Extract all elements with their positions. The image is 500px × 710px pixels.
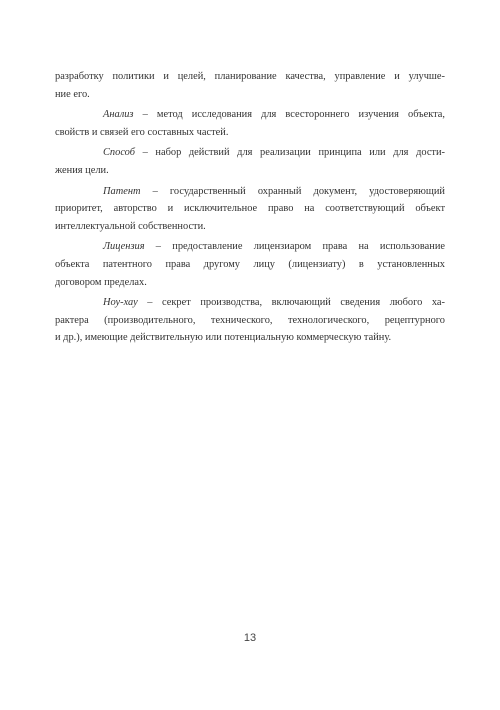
text-line <box>55 106 445 124</box>
definition-license <box>55 238 445 291</box>
text-line: разработку политики и целей, планирование качества, управление и улучше- <box>55 71 445 82</box>
text-line <box>55 183 445 201</box>
term: Анализ <box>103 109 134 121</box>
definition-know-how <box>55 294 445 347</box>
term: Патент <box>103 185 141 197</box>
definition-text: – секрет производства, включающий сведения любого ха- <box>137 297 445 309</box>
page-number: 13 <box>243 632 257 644</box>
text-line: рактера (производительного, технического, технологического, рецептурного <box>55 314 445 326</box>
definition-text: – государственный охранный документ, удостоверяющий <box>140 185 445 197</box>
text-line <box>55 238 445 256</box>
definition-method <box>55 144 445 179</box>
term: Способ <box>103 147 135 159</box>
text-line: приоритет, авторство и исключительное право на соответствующий объект <box>55 203 445 215</box>
text-line <box>55 144 445 162</box>
definition-text: – метод исследования для всестороннего изучения объекта, <box>133 109 445 121</box>
text-line: жения цели. <box>55 164 109 176</box>
term: Ноу-хау <box>103 297 138 309</box>
definition-text: – предоставление лицензиаром права на использование <box>144 241 445 253</box>
term: Лицензия <box>103 241 145 253</box>
definition-analysis <box>55 106 445 141</box>
paragraph-continuation <box>55 68 445 103</box>
text-line: свойств и связей его составных частей. <box>55 126 229 138</box>
text-body <box>55 68 445 347</box>
text-line: и др.), имеющие действительную или потенциальную коммерческую тайну. <box>55 332 392 344</box>
definition-patent <box>55 183 445 236</box>
text-line: договором пределах. <box>55 276 147 288</box>
text-line: объекта патентного права другому лицу (лицензиату) в установленных <box>55 258 445 270</box>
text-line: ние его. <box>55 88 90 100</box>
definition-text: – набор действий для реализации принципа или для дости- <box>134 147 445 159</box>
text-line <box>55 294 445 312</box>
text-line: интеллектуальной собственности. <box>55 220 206 232</box>
